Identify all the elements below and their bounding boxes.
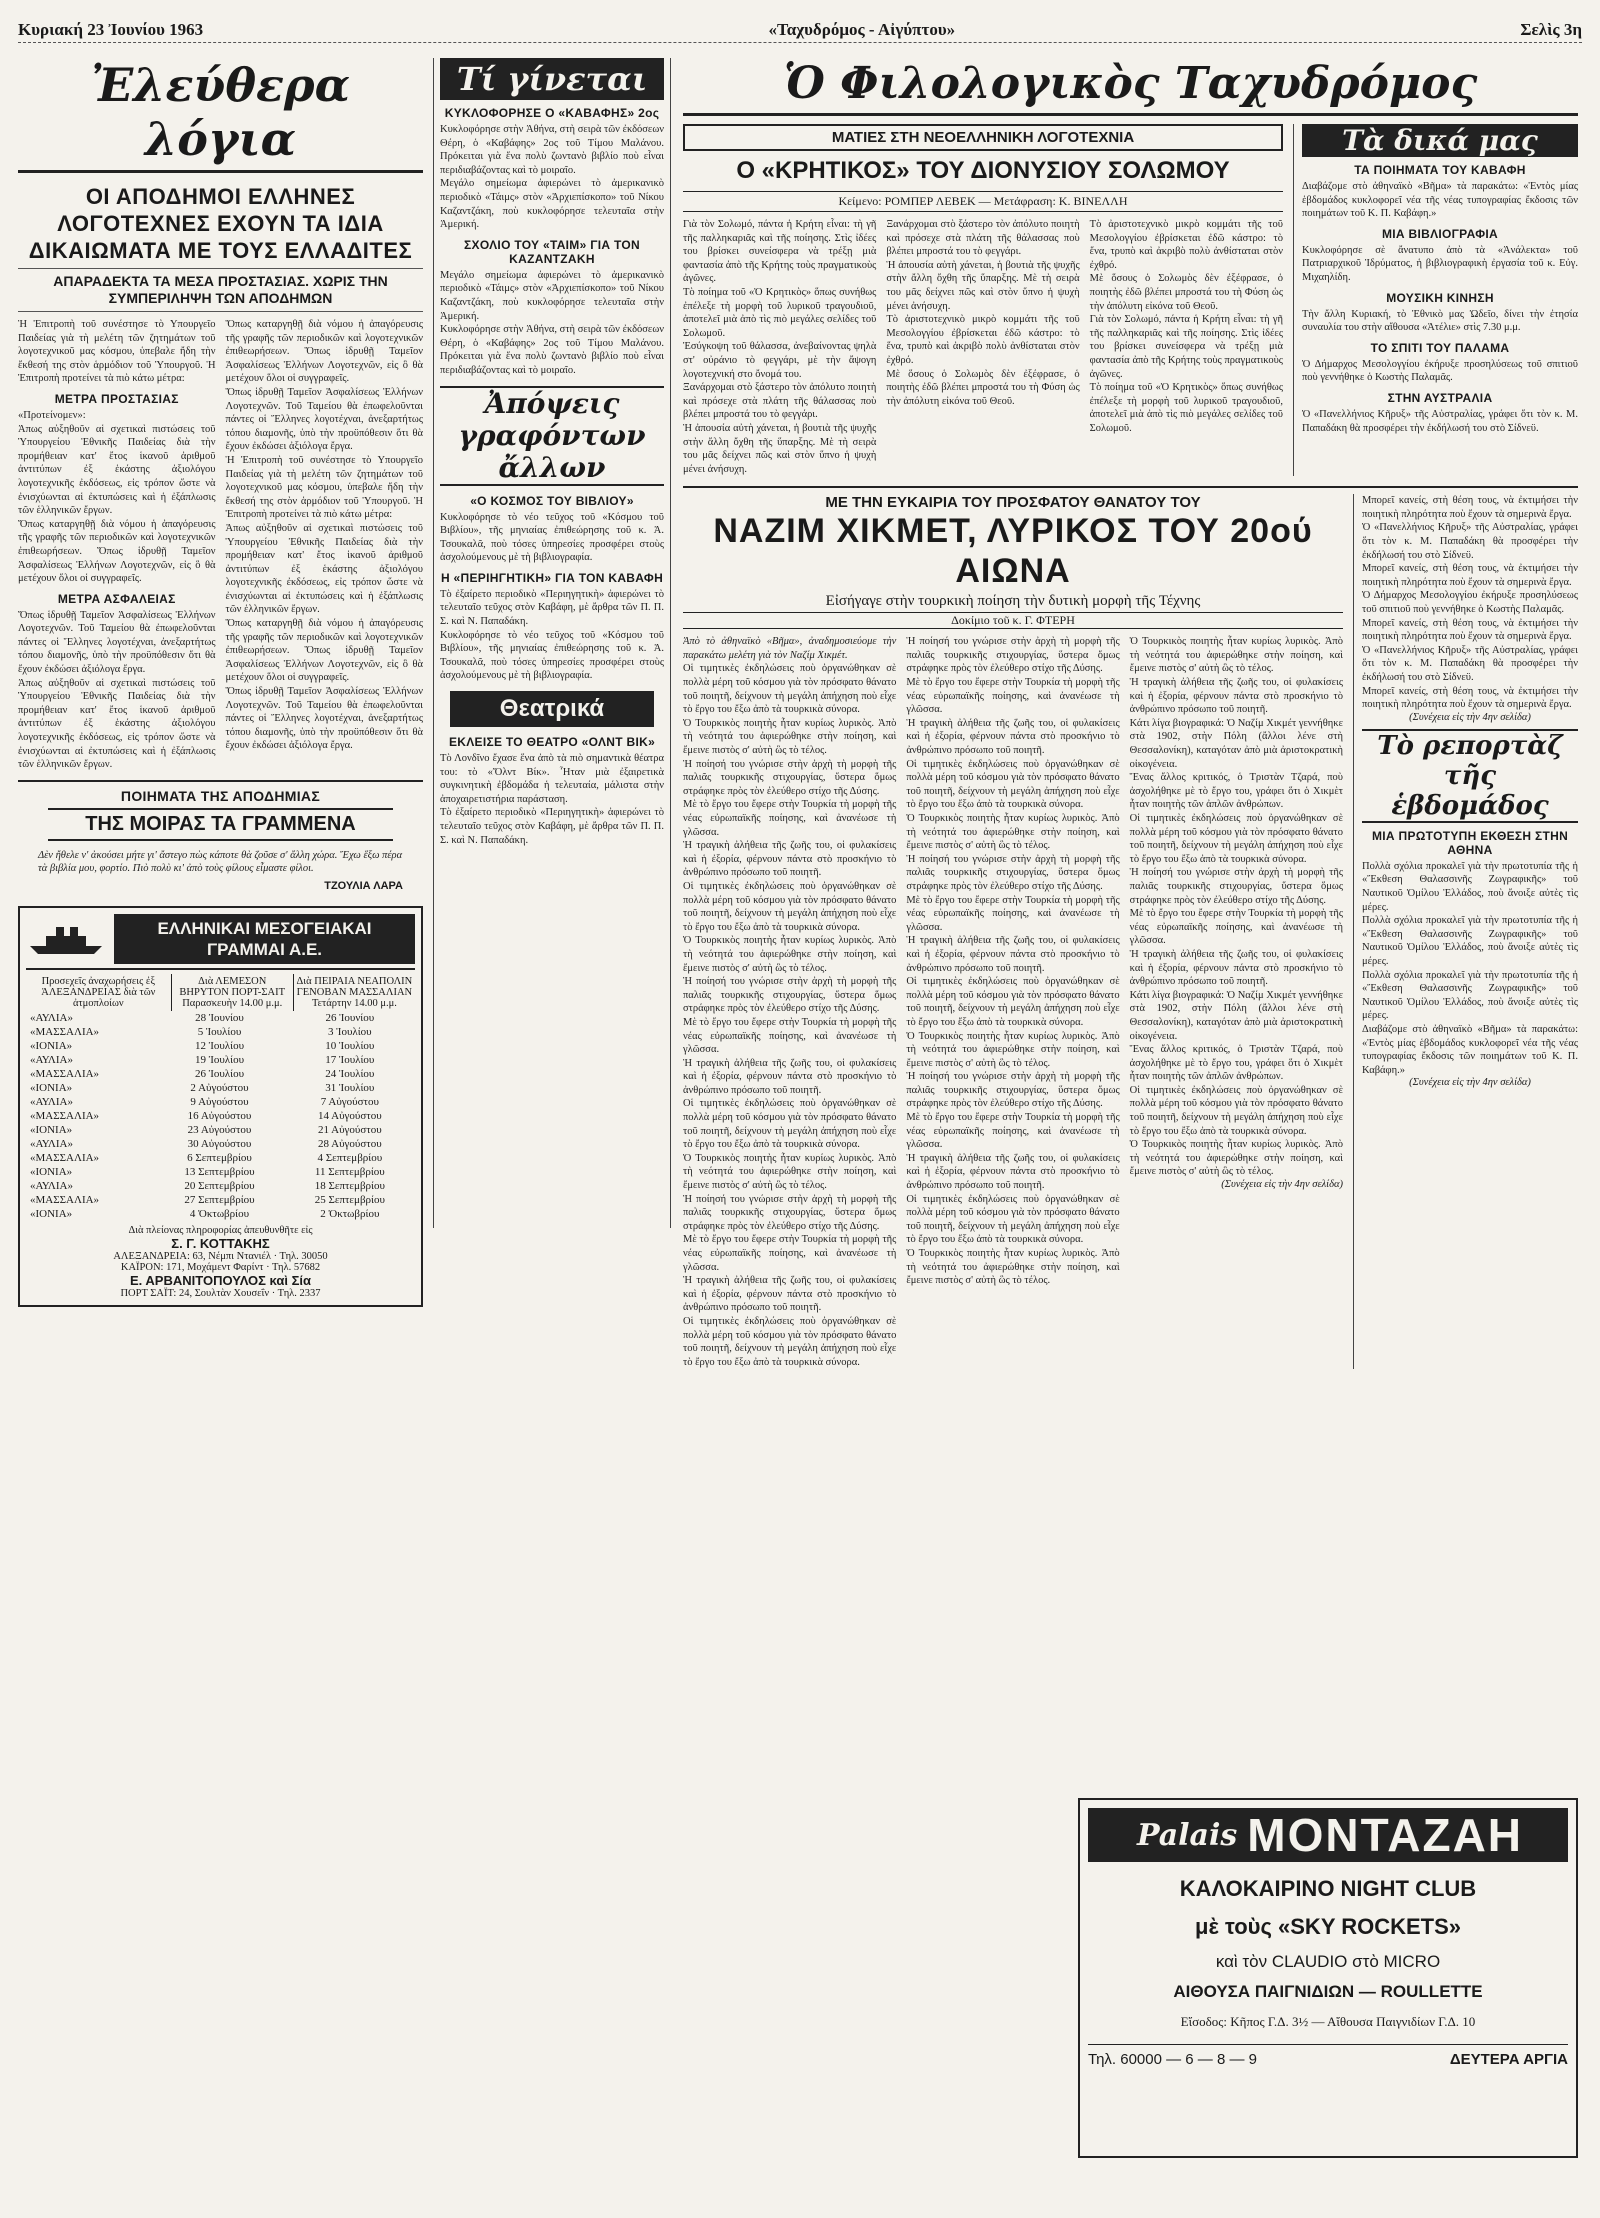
shipping-company: ΕΛΛΗΝΙΚΑΙ ΜΕΣΟΓΕΙΑΚΑΙ ΓΡΑΜΜΑΙ Α.Ε. — [114, 914, 415, 964]
table-cell: 27 Σεπτεμβρίου — [184, 1194, 255, 1206]
table-cell: «ΑΥΛΙΑ» — [30, 1138, 73, 1150]
solomos-b6b: Τὸ ποίημα τοῦ «Ὁ Κρητικὸς» ὅπως συνήθως ἐπέλεξε τὴ μορφὴ τοῦ λυρικοῦ τραγουδιοῦ, ἀποτελεῖ μιὰ ἀπὸ τὶς πιὸ μεγάλες σελίδες τοῦ Σολωμοῦ. — [1089, 382, 1283, 434]
solomos-b4: Ξανάρχομαι στὸ ξάστερο τὸν ἀπόλυτο ποιητὴ καὶ πρόσεχε στὰ πλάτη τῆς θάλασσας ποὺ βλέπει μπροστά του τὸ φεγγάρι. — [886, 219, 1080, 258]
table-row — [26, 1137, 415, 1151]
table-cell: 28 Ἰουνίου — [195, 1012, 244, 1024]
table-row — [26, 1179, 415, 1193]
table-row — [26, 1151, 415, 1165]
table-cell: 4 Σεπτεμβρίου — [317, 1152, 383, 1164]
montazah-closed: ΔΕΥΤΕΡΑ ΑΡΓΙΑ — [1449, 2051, 1568, 2068]
newspaper-page — [18, 18, 1582, 2198]
side-b5b: Ὁ «Πανελλήνιος Κῆρυξ» τῆς Αὐστραλίας, γράφει ὅτι τὸν κ. Μ. Παπαδάκη θὰ προσφέρει τὴν ἐκδήλωσή του στὸ Σίδνεϋ. — [1362, 522, 1578, 561]
table-cell: «ΑΥΛΙΑ» — [30, 1180, 73, 1192]
hikmet-byline: Δοκίμιο τοῦ κ. Γ. ΦΤΕΡΗ — [683, 612, 1343, 629]
side-b4: Ὁ Δήμαρχος Μεσολογγίου ἐκήρυξε προσηλύσεως τοῦ σπιτιοῦ ποὺ γεννήθηκε ὁ Κωστὴς Παλαμᾶς. — [1302, 358, 1578, 384]
hikmet-b3c: Ὁ Τουρκικὸς ποιητὴς ἦταν κυρίως λυρικὸς. Ἀπὸ τὴ νεότητά του ἀφιερώθηκε στὴν ποίηση, καὶ ἔμεινε πιστὸς σ' αὐτὴ ὣς τὸ τέλος. — [1129, 636, 1343, 675]
side-h1: ΤΑ ΠΟΙΗΜΑΤΑ ΤΟΥ ΚΑΒΑΦΗ — [1354, 163, 1526, 177]
hikmet-b2: Οἱ τιμητικὲς ἐκδηλώσεις ποὺ ὀργανώθηκαν σὲ πολλὰ μέρη τοῦ κόσμου γιὰ τὸν πρόσφατο θάνατο τοῦ ποιητῆ, δείχνουν τὴ μεγάλη ἀπήχηση ποὺ εἶχε τὸ ἔργο του ἔξω ἀπὸ τὰ τουρκικὰ σύνορα. — [683, 663, 897, 716]
montazah-line2: μὲ τοὺς «SKY ROCKETS» — [1195, 1914, 1461, 1939]
hikmet-b3bbb: Ὁ Τουρκικὸς ποιητὴς ἦταν κυρίως λυρικὸς. Ἀπὸ τὴ νεότητά του ἀφιερώθηκε στὴν ποίηση, καὶ ἔμεινε πιστὸς σ' αὐτὴ ὣς τὸ τέλος. — [906, 1248, 1120, 1287]
hikmet-b4b: Ἡ ποίησή του γνώρισε στὴν ἀρχὴ τὴ μορφὴ τῆς παλιᾶς τουρκικῆς στιχουργίας, ὕστερα ὅμως στράφηκε πρὸς τὸν ἐλεύθερο στίχο τῆς Δύσης. — [906, 853, 1120, 892]
hikmet-b4aaa: Ἡ ποίησή του γνώρισε στὴν ἀρχὴ τὴ μορφὴ τῆς παλιᾶς τουρκικῆς στιχουργίας, ὕστερα ὅμως στράφηκε πρὸς τὸν ἐλεύθερο στίχο τῆς Δύσης. — [683, 1193, 897, 1232]
table-cell: 6 Σεπτεμβρίου — [187, 1152, 252, 1164]
table-cell: «ΙΟΝΙΑ» — [30, 1082, 73, 1094]
side-h3: ΜΟΥΣΙΚΗ ΚΙΝΗΣΗ — [1386, 290, 1494, 305]
table-row — [26, 1039, 415, 1053]
shipping-info: Διὰ πλείονας πληροφορίας ἀπευθυνθῆτε εἰς — [128, 1225, 313, 1236]
side-b3: Τὴν ἄλλη Κυριακή, τὸ Ἐθνικὸ μας Ὠδεῖο, δίνει τὴν ἐτησία συναυλία του στὴν αἴθουσα «Ἀτέλιε» στὶς 7.30 μ.μ. — [1302, 308, 1578, 334]
table-cell: 24 Ἰουλίου — [325, 1068, 375, 1080]
table-cell: 2 Ὀκτωβρίου — [320, 1208, 380, 1220]
montazah-line1: ΚΑΛΟΚΑΙΡΙΝΟ NIGHT CLUB — [1179, 1876, 1477, 1901]
left-subhead: ΑΠΑΡΑΔΕΚΤΑ ΤΑ ΜΕΣΑ ΠΡΟΣΤΑΣΙΑΣ. ΧΩΡΙΣ ΤΗΝ ΣΥΜΠΕΡΙΛΗΨΗ ΤΩΝ ΑΠΟΔΗΜΩΝ — [53, 273, 388, 306]
hikmet-b2aaa: Οἱ τιμητικὲς ἐκδηλώσεις ποὺ ὀργανώθηκαν σὲ πολλὰ μέρη τοῦ κόσμου γιὰ τὸν πρόσφατο θάνατο τοῦ ποιητῆ, δείχνουν τὴ μεγάλη ἀπήχηση ποὺ εἶχε τὸ ἔργο του ἔξω ἀπὸ τὰ τουρκικὰ σύνορα. — [683, 1315, 897, 1368]
table-cell: 26 Ἰουνίου — [325, 1012, 375, 1024]
table-cell: 25 Σεπτεμβρίου — [314, 1194, 385, 1206]
shipping-addr1: ΑΛΕΞΑΝΔΡΕΙΑ: 63, Νέμπι Ντανιέλ · Τηλ. 30050 — [113, 1251, 328, 1262]
middle-masthead2: Ἀπόψεις γραφόντων ἄλλων — [440, 386, 664, 486]
hikmet-b3b: Ὁ Τουρκικὸς ποιητὴς ἦταν κυρίως λυρικὸς. Ἀπὸ τὴ νεότητά του ἀφιερώθηκε στὴν ποίηση, καὶ ἔμεινε πιστὸς σ' αὐτὴ ὣς τὸ τέλος. — [906, 813, 1120, 852]
left-body-1b: Ἡ Ἐπιτροπὴ τοῦ συνέστησε τὸ Υπουργεῖο Παιδείας γιὰ τὴ μελέτη τῶν ζητημάτων τοῦ λογοτεχνικοῦ μας κόσμου, ὑπεβαλε ἤδη τὴν ἔκθεσή της στὸν ἁρμόδιον τοῦ Ὑπουργοῦ. Ἡ Ἐπιτροπὴ προτείνει τὰ πιὸ κάτω μέτρα: — [225, 454, 423, 521]
middle-b1: Κυκλοφόρησε στὴν Ἀθήνα, στὴ σειρὰ τῶν ἐκδόσεων Θέρη, ὁ «Καβάφης» 2ος τοῦ Τίμου Μαλάνου. Πρόκειται γιὰ ἕνα πολὺ ζωντανὸ βιβλίο ποὺ εἶναι περιδιαβάζοντας καὶ τὸ μοιραῖο. — [440, 124, 664, 176]
left-proposals: «Προτείνομεν»: — [18, 409, 86, 421]
hikmet-continued: (Συνέχεια εἰς τὴν 4ην σελίδα) — [1221, 1179, 1343, 1191]
table-cell: «ΙΟΝΙΑ» — [30, 1166, 73, 1178]
table-cell: «ΙΟΝΙΑ» — [30, 1040, 73, 1052]
hikmet-b3a: Ὁ Τουρκικὸς ποιητὴς ἦταν κυρίως λυρικὸς. Ἀπὸ τὴ νεότητά του ἀφιερώθηκε στὴν ποίηση, καὶ ἔμεινε πιστὸς σ' αὐτὴ ὣς τὸ τέλος. — [683, 935, 897, 974]
series-title: ΜΑΤΙΕΣ ΣΤΗ ΝΕΟΕΛΛΗΝΙΚΗ ΛΟΓΟΤΕΧΝΙΑ — [683, 124, 1283, 151]
middle-h2: ΣΧΟΛΙΟ ΤΟΥ «ΤΑΙΜ» ΓΙΑ ΤΟΝ ΚΑΖΑΝΤΖΑΚΗ — [464, 237, 640, 266]
table-row — [26, 1207, 415, 1221]
middle-b4: Τὸ ἐξαίρετο περιοδικὸ «Περιηγητικὴ» ἀφιερώνει τὸ τελευταῖο τεῦχος στὸν Καβάφη, μὲ ἄρθρα τῶν Π. Π. Σ. καὶ Ν. Παπαδάκη. — [440, 588, 664, 628]
left-measures-protection: ΜΕΤΡΑ ΠΡΟΣΤΑΣΙΑΣ — [54, 391, 179, 406]
side-masthead: Τὰ δικά μας — [1302, 124, 1578, 157]
ship-icon — [26, 922, 106, 956]
middle-h5: ΕΚΛΕΙΣΕ ΤΟ ΘΕΑΤΡΟ «ΟΛΝΤ ΒΙΚ» — [448, 735, 656, 750]
table-row — [26, 1193, 415, 1207]
hikmet-b5bb: Μὲ τὸ ἔργο του ἔφερε στὴν Τουρκία τὴ μορφὴ τῆς νέας εὐρωπαϊκῆς ποίησης, καὶ ἀνανέωσε τὴ γλῶσσα. — [906, 1112, 1120, 1151]
table-cell: 19 Ἰουλίου — [194, 1054, 245, 1066]
hikmet-b4: Ἡ ποίησή του γνώρισε στὴν ἀρχὴ τὴ μορφὴ τῆς παλιᾶς τουρκικῆς στιχουργίας, ὕστερα ὅμως στράφηκε πρὸς τὸν ἐλεύθερο στίχο τῆς Δύσης. — [906, 636, 1120, 675]
hikmet-b2bb: Οἱ τιμητικὲς ἐκδηλώσεις ποὺ ὀργανώθηκαν σὲ πολλὰ μέρη τοῦ κόσμου γιὰ τὸν πρόσφατο θάνατο τοῦ ποιητῆ, δείχνουν τὴ μεγάλη ἀπήχηση ποὺ εἶχε τὸ ἔργο του ἔξω ἀπὸ τὰ τουρκικὰ σύνορα. — [906, 976, 1120, 1028]
hikmet-b6aa: Ἡ τραγικὴ ἀλήθεια τῆς ζωῆς του, οἱ φυλακίσεις καὶ ἡ ἐξορία, φέρνουν πάντα στὸ προσκήνιο τὸ ἀνθρώπινο πρόσωπο τοῦ ποιητῆ. — [683, 1057, 897, 1096]
left-body-3b: Ὅπως καταργηθῇ διὰ νόμου ἡ ἀπαγόρευσις τῆς γραφῆς τῶν περιοδικῶν καὶ λογοτεχνικῶν ἐπιθεωρήσεων. Ὅπως ἱδρυθῇ Ταμεῖον Ἀσφαλίσεως Ἑλλήνων Λογοτεχνῶν, εἰς ὃ θὰ μετέχουν ὅλοι οἱ συγγραφεῖς. — [225, 319, 423, 385]
table-cell: «ΜΑΣΣΑΛΙΑ» — [30, 1026, 100, 1038]
table-cell: 26 Ἰουλίου — [194, 1068, 245, 1080]
page-header — [18, 18, 1582, 43]
left-body-3: Ὅπως καταργηθῇ διὰ νόμου ἡ ἀπαγόρευσις τῆς γραφῆς τῶν περιοδικῶν καὶ λογοτεχνικῶν ἐπιθεωρήσεων. Ὅπως ἱδρυθῇ Ταμεῖον Ἀσφαλίσεως Ἑλλήνων Λογοτεχνῶν, εἰς ὃ θὰ μετέχουν ὅλοι οἱ συγγραφεῖς. — [18, 518, 216, 585]
header-paper: «Ταχυδρόμος - Αἰγύπτου» — [768, 20, 956, 39]
montazah-logo: Palais — [1136, 1817, 1238, 1853]
table-row — [26, 1025, 415, 1039]
hikmet-b3bb: Ὁ Τουρκικὸς ποιητὴς ἦταν κυρίως λυρικὸς. Ἀπὸ τὴ νεότητά του ἀφιερώθηκε στὴν ποίηση, καὶ ἔμεινε πιστὸς σ' αὐτὴ ὣς τὸ τέλος. — [906, 1030, 1120, 1069]
side-b6c: Μπορεῖ κανείς, στὴ θέση τους, νὰ ἐκτιμήσει τὴν ποιητικὴ πληρότητα ποὺ ἔχουν τὰ σημερινὰ ἔργα. — [1362, 617, 1578, 643]
hikmet-b7: Κάτι λίγα βιογραφικά: Ὁ Ναζίμ Χικμέτ γεννήθηκε στὰ 1902, στὴν Πόλη (ἄλλοι λένε στὴ Θεσσαλονίκη), καταγόταν ἀπὸ μιὰ ἀριστοκρατικὴ οἰκογένεια. — [1129, 717, 1343, 770]
shipping-col1: Προσεχεῖς ἀναχωρήσεις ἐξ ἈΛΕΞΑΝΔΡΕΙΑΣ διὰ τῶν ἀτμοπλοίων — [26, 974, 172, 1011]
solomos-b6: Τὸ ἀριστοτεχνικὸ μικρὸ κομμάτι τῆς τοῦ Μεσολογγίου ἐβρίσκεται ἐδῶ κάστρο: τὸ ἕνα, τρυπὸ καὶ ἀκριβὸ πολὺ ἀνθίσταται στὸν ἐχθρό. — [1089, 219, 1283, 271]
hikmet-b5aaa: Μὲ τὸ ἔργο του ἔφερε στὴν Τουρκία τὴ μορφὴ τῆς νέας εὐρωπαϊκῆς ποίησης, καὶ ἀνανέωσε τὴ γλῶσσα. — [683, 1234, 897, 1273]
table-cell: 17 Ἰουλίου — [325, 1054, 375, 1066]
side-b5c: Ὁ «Πανελλήνιος Κῆρυξ» τῆς Αὐστραλίας, γράφει ὅτι τὸν κ. Μ. Παπαδάκη θὰ προσφέρει τὴν ἐκδήλωσή του στὸ Σίδνεϋ. — [1362, 644, 1578, 683]
solomos-title: Ο «ΚΡΗΤΙΚΟΣ» ΤΟΥ ΔΙΟΝΥΣΙΟΥ ΣΟΛΩΜΟΥ — [736, 157, 1230, 184]
montazah-line5: Εἴσοδος: Κῆπος Γ.Δ. 3½ — Αἴθουσα Παιγνιδίων Γ.Δ. 10 — [1180, 2014, 1476, 2029]
table-cell: 14 Αὐγούστου — [318, 1110, 382, 1122]
hikmet-b4a: Ἡ ποίησή του γνώρισε στὴν ἀρχὴ τὴ μορφὴ τῆς παλιᾶς τουρκικῆς στιχουργίας, ὕστερα ὅμως στράφηκε πρὸς τὸν ἐλεύθερο στίχο τῆς Δύσης. — [683, 758, 897, 797]
shipping-agent1: Σ. Γ. ΚΟΤΤΑΚΗΣ — [171, 1236, 270, 1251]
table-cell: 10 Ἰουλίου — [325, 1040, 375, 1052]
hikmet-b2b: Οἱ τιμητικὲς ἐκδηλώσεις ποὺ ὀργανώθηκαν σὲ πολλὰ μέρη τοῦ κόσμου γιὰ τὸν πρόσφατο θάνατο τοῦ ποιητῆ, δείχνουν τὴ μεγάλη ἀπήχηση ποὺ εἶχε τὸ ἔργο του ἔξω ἀπὸ τὰ τουρκικὰ σύνορα. — [906, 758, 1120, 811]
table-row — [26, 1165, 415, 1179]
table-cell: 18 Σεπτεμβρίου — [314, 1180, 385, 1192]
solomos-b2: Τὸ ποίημα τοῦ «Ὁ Κρητικὸς» ὅπως συνήθως ἐπέλεξε τὴ μορφὴ τοῦ λυρικοῦ τραγουδιοῦ, ἀποτελεῖ μιὰ ἀπὸ τὶς πιὸ μεγάλες σελίδες τοῦ Σολωμοῦ. — [683, 286, 877, 339]
side-continued: (Συνέχεια εἰς τὴν 4ην σελίδα) — [1409, 711, 1531, 723]
solomos-b5: Ἡ ἀπουσία αὐτὴ χάνεται, ἡ βουτιὰ τῆς ψυχῆς στὴν ἄλλη ὄχθη τῆς ὕπαρξης. Μὲ τὴ σειρὰ του μᾶς δείχνει πῶς καὶ στὸν ὕπνο ἡ ψυχὴ μένει ἀνήσυχη. — [886, 259, 1080, 312]
shipping-agent2: Ε. ΑΡΒΑΝΙΤΟΠΟΥΛΟΣ καὶ Σία — [130, 1273, 311, 1288]
solomos-b1b: Ξανάρχομαι στὸ ξάστερο τὸν ἀπόλυτο ποιητὴ καὶ πρόσεχε στὰ πλάτη τῆς θάλασσας ποὺ βλέπει μπροστά του τὸ φεγγάρι. — [683, 382, 877, 421]
left-headline: ΟΙ ΑΠΟΔΗΜΟΙ ΕΛΛΗΝΕΣ ΛΟΓΟΤΕΧΝΕΣ ΕΧΟΥΝ ΤΑ ΙΔΙΑ ΔΙΚΑΙΩΜΑΤΑ ΜΕ ΤΟΥΣ ΕΛΛΑΔΙΤΕΣ — [28, 184, 413, 263]
shipping-addr2: ΚΑΪΡΟΝ: 171, Μοχάμεντ Φαρίντ · Τηλ. 57682 — [120, 1262, 321, 1273]
hikmet-b5c: Μὲ τὸ ἔργο του ἔφερε στὴν Τουρκία τὴ μορφὴ τῆς νέας εὐρωπαϊκῆς ποίησης, καὶ ἀνανέωσε τὴ γλῶσσα. — [1129, 908, 1343, 947]
side-b5: Ὁ «Πανελλήνιος Κῆρυξ» τῆς Αὐστραλίας, γράφει ὅτι τὸν κ. Μ. Παπαδάκη θὰ προσφέρει τὴν ἐκδήλωσή του στὸ Σίδνεϋ. — [1302, 408, 1578, 434]
side-h6: ΜΙΑ ΠΡΩΤΟΤΥΠΗ ΕΚΘΕΣΗ ΣΤΗΝ ΑΘΗΝΑ — [1371, 828, 1569, 857]
side-h2: ΜΙΑ ΒΙΒΛΙΟΓΡΑΦΙΑ — [1382, 226, 1498, 241]
montazah-line3: καὶ τὸν CLAUDIO στὸ MICRO — [1215, 1952, 1441, 1971]
solomos-b2b: Ἡ ἀπουσία αὐτὴ χάνεται, ἡ βουτιὰ τῆς ψυχῆς στὴν ἄλλη ὄχθη τῆς ὕπαρξης. Μὲ τὴ σειρὰ του μᾶς δείχνει πῶς καὶ στὸν ὕπνο ἡ ψυχὴ μένει ἀνήσυχη. — [683, 422, 877, 475]
solomos-b5b: Γιὰ τὸν Σολωμό, πάντα ἡ Κρήτη εἶναι: τὴ γῆ τῆς παλληκαριᾶς καὶ τῆς ποίησης. Στὶς ἰδέες του βρίσκει συνείσφερα νὰ τρέξῃ μιὰ φαντασία ἀπὸ τῆς Κρήτης τοὺς πραγματικοὺς ἀγῶνες. — [1089, 314, 1283, 380]
left-body-3c: Ὅπως καταργηθῇ διὰ νόμου ἡ ἀπαγόρευσις τῆς γραφῆς τῶν περιοδικῶν καὶ λογοτεχνικῶν ἐπιθεωρήσεων. Ὅπως ἱδρυθῇ Ταμεῖον Ἀσφαλίσεως Ἑλλήνων Λογοτεχνῶν, εἰς ὃ θὰ μετέχουν ὅλοι οἱ συγγραφεῖς. — [225, 618, 423, 684]
table-cell: 13 Σεπτεμβρίου — [184, 1166, 255, 1178]
table-cell: 20 Σεπτεμβρίου — [184, 1180, 255, 1192]
left-masthead: Ἐλεύθερα λόγια — [18, 58, 423, 173]
table-row — [26, 1067, 415, 1081]
side-b2: Κυκλοφόρησε σὲ ἄνατυπο ἀπὸ τὰ «Ἀνάλεκτα» τοῦ Πατριαρχικοῦ Ἱδρύματος, ἡ βιβλιογραφικὴ ἐργασία τοῦ κ. Εὐγ. Μιχαηλίδη. — [1302, 244, 1578, 283]
hikmet-b6b: Ἡ τραγικὴ ἀλήθεια τῆς ζωῆς του, οἱ φυλακίσεις καὶ ἡ ἐξορία, φέρνουν πάντα στὸ προσκήνιο τὸ ἀνθρώπινο πρόσωπο τοῦ ποιητῆ. — [906, 935, 1120, 974]
hikmet-b8c: Ἕνας ἄλλος κριτικός, ὁ Τριστὰν Τζαρά, ποὺ ἀσχολήθηκε μὲ τὸ ἔργο του, γράφει ὅτι ὁ Χικμὲτ ἦταν ποιητὴς τῶν ἀπλῶν ἀνθρώπων. — [1129, 1044, 1343, 1083]
solomos-b7: Μὲ ὅσους ὁ Σολωμὸς δὲν ἐξέφρασε, ὁ ποιητὴς ἐδῶ βλέπει μπροστά του τὴ Φύση ὡς τὴν ἀπόλυτη εἰκόνα τοῦ Θεοῦ. — [1089, 273, 1283, 312]
middle-b3: Κυκλοφόρησε τὸ νέο τεῦχος τοῦ «Κόσμου τοῦ Βιβλίου», τῆς μηνιαίας ἐπιθεώρησης τοῦ κ. Ἀ. Τσουκαλᾶ, ποὺ τόσες ὑπηρεσίες προσφέρει στοὺς ἀσχολούμενους μὲ τὴ βιβλιογραφία. — [440, 511, 664, 564]
solomos-byline: Κείμενο: ΡΟΜΠΕΡ ΛΕΒΕΚ — Μετάφραση: Κ. ΒΙΝΕΛΛΗ — [683, 191, 1283, 212]
hikmet-b2aa: Οἱ τιμητικὲς ἐκδηλώσεις ποὺ ὀργανώθηκαν σὲ πολλὰ μέρη τοῦ κόσμου γιὰ τὸν πρόσφατο θάνατο τοῦ ποιητῆ, δείχνουν τὴ μεγάλη ἀπήχηση ποὺ εἶχε τὸ ἔργο του ἔξω ἀπὸ τὰ τουρκικὰ σύνορα. — [683, 1098, 897, 1151]
table-cell: «ΑΥΛΙΑ» — [30, 1012, 73, 1024]
side-masthead2: Τὸ ρεπορτὰζ τῆς ἑβδομάδος — [1362, 729, 1578, 823]
table-row — [26, 1011, 415, 1025]
hikmet-b6a: Ἡ τραγικὴ ἀλήθεια τῆς ζωῆς του, οἱ φυλακίσεις καὶ ἡ ἐξορία, φέρνουν πάντα στὸ προσκήνιο τὸ ἀνθρώπινο πρόσωπο τοῦ ποιητῆ. — [683, 840, 897, 879]
side-b6d: Μπορεῖ κανείς, στὴ θέση τους, νὰ ἐκτιμήσει τὴν ποιητικὴ πληρότητα ποὺ ἔχουν τὰ σημερινὰ ἔργα. — [1362, 685, 1578, 711]
table-cell: 31 Ἰουλίου — [325, 1082, 375, 1094]
side-h5: ΣΤΗΝ ΑΥΣΤΡΑΛΙΑ — [1387, 390, 1493, 405]
solomos-b3: Ἐσύγκοψη τοῦ θάλασσα, ἀνεβαίνοντας ψηλὰ στ' οὐράνιο τὸ φεγγάρι, μὲ τὴν ἄψογη λογοτεχνική στο ὄνομά του. — [683, 341, 877, 380]
solomos-b4b: Μὲ ὅσους ὁ Σολωμὸς δὲν ἐξέφρασε, ὁ ποιητὴς ἐδῶ βλέπει μπροστά του τὴ Φύση ὡς τὴν ἀπόλυτη εἰκόνα τοῦ Θεοῦ. — [886, 368, 1080, 407]
left-body-4: Ὅπως ἱδρυθῇ Ταμεῖον Ἀσφαλίσεως Ἑλλήνων Λογοτεχνῶν. Τοῦ Ταμείου θὰ ἐπωφελοῦνται πάντες οἱ Ἕλληνες λογοτέχναι, ἀνεξαρτήτως τόπου διαμονῆς, ὑπὸ τὴν προϋπόθεσιν ὅτι θὰ ἔχουν ἐκδώσει ἀξιόλογα ἔργα. — [18, 609, 216, 676]
hikmet-b2c: Οἱ τιμητικὲς ἐκδηλώσεις ποὺ ὀργανώθηκαν σὲ πολλὰ μέρη τοῦ κόσμου γιὰ τὸν πρόσφατο θάνατο τοῦ ποιητῆ, δείχνουν τὴ μεγάλη ἀπήχηση ποὺ εἶχε τὸ ἔργο του ἔξω ἀπὸ τὰ τουρκικὰ σύνορα. — [1129, 813, 1343, 865]
hikmet-b4bb: Ἡ ποίησή του γνώρισε στὴν ἀρχὴ τὴ μορφὴ τῆς παλιᾶς τουρκικῆς στιχουργίας, ὕστερα ὅμως στράφηκε πρὸς τὸν ἐλεύθερο στίχο τῆς Δύσης. — [906, 1071, 1120, 1110]
poem-title: ΤΗΣ ΜΟΙΡΑΣ ΤΑ ΓΡΑΜΜΕΝΑ — [48, 808, 393, 841]
middle-b5b: Τὸ ἐξαίρετο περιοδικὸ «Περιηγητικὴ» ἀφιερώνει τὸ τελευταῖο τεῦχος στὸν Καβάφη, μὲ ἄρθρα τῶν Π. Π. Σ. καὶ Ν. Παπαδάκη. — [440, 807, 664, 846]
hikmet-b5a: Μὲ τὸ ἔργο του ἔφερε στὴν Τουρκία τὴ μορφὴ τῆς νέας εὐρωπαϊκῆς ποίησης, καὶ ἀνανέωσε τὴ γλῶσσα. — [683, 799, 897, 838]
montazah-line4: ΑΙΘΟΥΣΑ ΠΑΙΓΝΙΔΙΩΝ — ROULLETTE — [1173, 1982, 1483, 2001]
hikmet-title: ΝΑΖΙΜ ΧΙΚΜΕΤ, ΛΥΡΙΚΟΣ ΤΟΥ 20ού ΑΙΩΝΑ — [713, 512, 1313, 591]
theatre-section: Θεατρικά — [450, 691, 654, 727]
hikmet-kicker: ΜΕ ΤΗΝ ΕΥΚΑΙΡΙΑ ΤΟΥ ΠΡΟΣΦΑΤΟΥ ΘΑΝΑΤΟΥ ΤΟΥ — [825, 494, 1201, 512]
hikmet-b3cc: Ὁ Τουρκικὸς ποιητὴς ἦταν κυρίως λυρικὸς. Ἀπὸ τὴ νεότητά του ἀφιερώθηκε στὴν ποίηση, καὶ ἔμεινε πιστὸς σ' αὐτὴ ὣς τὸ τέλος. — [1129, 1139, 1343, 1178]
table-cell: 5 Ἰουλίου — [197, 1026, 242, 1038]
middle-b1b: Μεγάλο σημείωμα ἀφιερώνει τὸ ἀμερικανικὸ περιοδικὸ «Τάιμς» στὸν «Ἀρχιεπίσκοπο» τοῦ Νίκου Καζαντζάκη, ποὺ κυκλοφόρησε τελευταῖα στὴν Ἀμερική. — [440, 178, 664, 231]
shipping-schedule — [26, 1011, 415, 1221]
table-row — [26, 1053, 415, 1067]
solomos-article — [683, 124, 1283, 476]
hikmet-b6cc: Ἡ τραγικὴ ἀλήθεια τῆς ζωῆς του, οἱ φυλακίσεις καὶ ἡ ἐξορία, φέρνουν πάντα στὸ προσκήνιο τὸ ἀνθρώπινο πρόσωπο τοῦ ποιητῆ. — [1129, 948, 1343, 988]
middle-b2b: Κυκλοφόρησε στὴν Ἀθήνα, στὴ σειρὰ τῶν ἐκδόσεων Θέρη, ὁ «Καβάφης» 2ος τοῦ Τίμου Μαλάνου. Πρόκειται γιὰ ἕνα πολὺ ζωντανὸ βιβλίο ποὺ εἶναι περιδιαβάζοντας καὶ τὸ μοιραῖο. — [440, 324, 664, 376]
montazah-ad — [1078, 1798, 1578, 2158]
table-cell: «ΜΑΣΣΑΛΙΑ» — [30, 1152, 100, 1164]
left-body-4c: Ὅπως ἱδρυθῇ Ταμεῖον Ἀσφαλίσεως Ἑλλήνων Λογοτεχνῶν. Τοῦ Ταμείου θὰ ἐπωφελοῦνται πάντες οἱ Ἕλληνες λογοτέχναι, ἀνεξαρτήτως τόπου διαμονῆς, ὑπὸ τὴν προϋπόθεσιν ὅτι θὰ ἔχουν ἐκδώσει ἀξιόλογα ἔργα. — [225, 686, 423, 752]
side-b6: Μπορεῖ κανείς, στὴ θέση τους, νὰ ἐκτιμήσει τὴν ποιητικὴ πληρότητα ποὺ ἔχουν τὰ σημερινὰ ἔργα. — [1362, 495, 1578, 520]
hikmet-b5aa: Μὲ τὸ ἔργο του ἔφερε στὴν Τουρκία τὴ μορφὴ τῆς νέας εὐρωπαϊκῆς ποίησης, καὶ ἀνανέωσε τὴ γλῶσσα. — [683, 1016, 897, 1056]
middle-h1: ΚΥΚΛΟΦΟΡΗΣΕ Ο «ΚΑΒΑΦΗΣ» 2ος — [444, 106, 660, 120]
shipping-col3: Διὰ ΠΕΙΡΑΙΑ ΝΕΑΠΟΛΙΝ ΓΕΝΟΒΑΝ ΜΑΣΣΑΛΙΑΝ Τετάρτην 14.00 μ.μ. — [296, 976, 413, 1009]
hikmet-b7c: Κάτι λίγα βιογραφικά: Ὁ Ναζίμ Χικμέτ γεννήθηκε στὰ 1902, στὴν Πόλη (ἄλλοι λένε στὴ Θεσσαλονίκη), καταγόταν ἀπὸ μιὰ ἀριστοκρατικὴ οἰκογένεια. — [1129, 989, 1343, 1042]
hikmet-b4c: Ἡ ποίησή του γνώρισε στὴν ἀρχὴ τὴ μορφὴ τῆς παλιᾶς τουρκικῆς στιχουργίας, ὕστερα ὅμως στράφηκε πρὸς τὸν ἐλεύθερο στίχο τῆς Δύσης. — [1129, 867, 1343, 906]
left-column — [18, 58, 423, 1307]
table-cell: 30 Αὐγούστου — [187, 1138, 252, 1150]
hikmet-b2cc: Οἱ τιμητικὲς ἐκδηλώσεις ποὺ ὀργανώθηκαν σὲ πολλὰ μέρη τοῦ κόσμου γιὰ τὸν πρόσφατο θάνατο τοῦ ποιητῆ, δείχνουν τὴ μεγάλη ἀπήχηση ποὺ εἶχε τὸ ἔργο του ἔξω ἀπὸ τὰ τουρκικὰ σύνορα. — [1129, 1084, 1343, 1137]
left-article — [18, 318, 423, 772]
table-cell: «ΜΑΣΣΑΛΙΑ» — [30, 1110, 100, 1122]
side-b6b: Μπορεῖ κανείς, στὴ θέση τους, νὰ ἐκτιμήσει τὴν ποιητικὴ πληρότητα ποὺ ἔχουν τὰ σημερινὰ ἔργα. — [1362, 563, 1578, 588]
hikmet-b1: Ἀπὸ τὸ ἀθηναϊκὸ «Βῆμα», ἀναδημοσιεύομε τὴν παρακάτω μελέτη γιὰ τὸν Ναζίμ Χικμέτ. — [683, 636, 897, 661]
middle-b4b: Κυκλοφόρησε τὸ νέο τεῦχος τοῦ «Κόσμου τοῦ Βιβλίου», τῆς μηνιαίας ἐπιθεώρησης τοῦ κ. Ἀ. Τσουκαλᾶ, ποὺ τόσες ὑπηρεσίες προσφέρει στοὺς ἀσχολούμενους μὲ τὴ βιβλιογραφία. — [440, 629, 664, 682]
table-row — [26, 1109, 415, 1123]
shipping-ad — [18, 906, 423, 1307]
table-cell: 3 Ἰουλίου — [328, 1026, 372, 1038]
left-body-4b: Ὅπως ἱδρυθῇ Ταμεῖον Ἀσφαλίσεως Ἑλλήνων Λογοτεχνῶν. Τοῦ Ταμείου θὰ ἐπωφελοῦνται πάντες οἱ Ἕλληνες λογοτέχναι, ἀνεξαρτήτως τόπου διαμονῆς, ὑπὸ τὴν προϋπόθεσιν ὅτι θὰ ἔχουν ἐκδώσει ἀξιόλογα ἔργα. — [225, 386, 423, 453]
table-cell: «ΜΑΣΣΑΛΙΑ» — [30, 1194, 100, 1206]
shipping-col2: Διὰ ΛΕΜΕΣΟΝ ΒΗΡΥΤΟΝ ΠΟΡΤ-ΣΑΙΤ Παρασκευὴν 14.00 μ.μ. — [172, 974, 294, 1011]
table-row — [26, 1081, 415, 1095]
left-body-2c: Ἀπως αὐξηθοῦν αἱ σχετικαὶ πιστώσεις τοῦ Ὑπουργείου Ἐθνικῆς Παιδείας διὰ τὴν προμήθειαν κατ' ἔτος ἱκανοῦ ἀριθμοῦ ἀντιτύπων ἐξ ἑκάστης ἀξιολόγου λογοτεχνικῆς ἐκδόσεως, εἰς τρόπον ὥστε νὰ ἐνισχύωνται αἱ ἐκτυπώσεις καὶ ἡ ἐξάπλωσις τῶν ἑλληνικῶν ἔργων. — [225, 522, 423, 616]
table-row — [26, 1095, 415, 1109]
side-b7: Πολλὰ σχόλια προκαλεῖ γιὰ τὴν πρωτοτυπία τῆς ἡ «Ἔκθεση Θαλασσινῆς Ζωγραφικῆς» τοῦ Ναυτικοῦ Ὁμίλου Ἑλλάδος, ποὺ ἄνοιξε αὐτὲς τὶς μέρες. — [1362, 860, 1578, 913]
left-measures-safety: ΜΕΤΡΑ ΑΣΦΑΛΕΙΑΣ — [57, 591, 176, 606]
header-page: Σελὶς 3η — [1520, 20, 1582, 39]
middle-h3: «Ο ΚΟΣΜΟΣ ΤΟΥ ΒΙΒΛΙΟΥ» — [470, 493, 634, 508]
poem-body: Δὲν ἤθελε ν' ἀκούσει μήτε γι' ἄστεγο πὼς κάποτε θὰ ζοῦσε σ' ἄλλη χώρα. Ἔχω ἕξω πέρα τὰ βιβλία μου, φορτίο. Πιὸ πολὺ κι' ἀπὸ τοὺς φίλους εἶμαστε φίλοι. — [38, 849, 403, 875]
header-date: Κυριακή 23 Ἰουνίου 1963 — [18, 20, 204, 39]
hikmet-b8: Ἕνας ἄλλος κριτικός, ὁ Τριστὰν Τζαρά, ποὺ ἀσχολήθηκε μὲ τὸ ἔργο του, γράφει ὅτι ὁ Χικμὲτ ἦταν ποιητὴς τῶν ἀπλῶν ἀνθρώπων. — [1129, 772, 1343, 811]
hikmet-b6aaa: Ἡ τραγικὴ ἀλήθεια τῆς ζωῆς του, οἱ φυλακίσεις καὶ ἡ ἐξορία, φέρνουν πάντα στὸ προσκήνιο τὸ ἀνθρώπινο πρόσωπο τοῦ ποιητῆ. — [683, 1275, 897, 1314]
hikmet-b3: Ὁ Τουρκικὸς ποιητὴς ἦταν κυρίως λυρικὸς. Ἀπὸ τὴ νεότητά του ἀφιερώθηκε στὴν ποίηση, καὶ ἔμεινε πιστὸς σ' αὐτὴ ὣς τὸ τέλος. — [683, 717, 897, 757]
poem-author: ΤΖΟΥΛΙΑ ΛΑΡΑ — [324, 880, 403, 892]
table-cell: 12 Ἰουλίου — [194, 1040, 245, 1052]
middle-column — [433, 58, 671, 1228]
side-column-2 — [1353, 494, 1578, 1369]
hikmet-b3aa: Ὁ Τουρκικὸς ποιητὴς ἦταν κυρίως λυρικὸς. Ἀπὸ τὴ νεότητά του ἀφιερώθηκε στὴν ποίηση, καὶ ἔμεινε πιστὸς σ' αὐτὴ ὣς τὸ τέλος. — [683, 1152, 897, 1192]
hikmet-article — [683, 486, 1578, 1369]
table-cell: 4 Ὀκτωβρίου — [189, 1208, 250, 1220]
hikmet-b5: Μὲ τὸ ἔργο του ἔφερε στὴν Τουρκία τὴ μορφὴ τῆς νέας εὐρωπαϊκῆς ποίησης, καὶ ἀνανέωσε τὴ γλῶσσα. — [906, 677, 1120, 716]
right-masthead: Ὁ Φιλολογικὸς Ταχυδρόμος — [683, 58, 1578, 116]
poems-header: ΠΟΙΗΜΑΤΑ ΤΗΣ ΑΠΟΔΗΜΙΑΣ — [120, 787, 321, 804]
middle-b5: Τὸ Λονδῖνο ἔχασε ἕνα ἀπὸ τὰ πιὸ σημαντικὰ θέατρα του: τὸ «Ὄλντ Βίκ». Ἦταν μιὰ ἐξαιρετικὰ συγκινητικὴ ἐβδομάδα ἡ τελευταία, μάλιστα στὴν ἀποχαιρετιστήρια παράσταση. — [440, 753, 664, 805]
shipping-addr3: ΠΟΡΤ ΣΑΪΤ: 24, Σουλτὰν Χουσεΐν · Τηλ. 2337 — [120, 1288, 321, 1299]
solomos-b1: Γιὰ τὸν Σολωμό, πάντα ἡ Κρήτη εἶναι: τὴ γῆ τῆς παλληκαριᾶς καὶ τῆς ποίησης. Στὶς ἰδέες του βρίσκει συνείσφερα νὰ τρέξῃ μιὰ φαντασία ἀπὸ τῆς Κρήτης τοὺς πραγματικοὺς ἀγῶνες. — [683, 219, 877, 285]
hikmet-b6c: Ἡ τραγικὴ ἀλήθεια τῆς ζωῆς του, οἱ φυλακίσεις καὶ ἡ ἐξορία, φέρνουν πάντα στὸ προσκήνιο τὸ ἀνθρώπινο πρόσωπο τοῦ ποιητῆ. — [1129, 677, 1343, 716]
table-cell: 7 Αὐγούστου — [320, 1096, 379, 1108]
hikmet-subtitle: Εἰσήγαγε στὴν τουρκικὴ ποίηση τὴν δυτικὴ μορφὴ τῆς Τέχνης — [825, 593, 1201, 610]
side-b7c: Πολλὰ σχόλια προκαλεῖ γιὰ τὴν πρωτοτυπία τῆς ἡ «Ἔκθεση Θαλασσινῆς Ζωγραφικῆς» τοῦ Ναυτικοῦ Ὁμίλου Ἑλλάδος, ποὺ ἄνοιξε αὐτὲς τὶς μέρες. — [1362, 969, 1578, 1022]
middle-masthead: Τί γίνεται — [440, 58, 664, 100]
hikmet-b6: Ἡ τραγικὴ ἀλήθεια τῆς ζωῆς του, οἱ φυλακίσεις καὶ ἡ ἐξορία, φέρνουν πάντα στὸ προσκήνιο τὸ ἀνθρώπινο πρόσωπο τοῦ ποιητῆ. — [906, 717, 1120, 757]
left-body-2b: Ἀπως αὐξηθοῦν αἱ σχετικαὶ πιστώσεις τοῦ Ὑπουργείου Ἐθνικῆς Παιδείας διὰ τὴν προμήθειαν κατ' ἔτος ἱκανοῦ ἀριθμοῦ ἀντιτύπων ἐξ ἑκάστης ἀξιολόγου λογοτεχνικῆς ἐκδόσεως, εἰς τρόπον ὥστε νὰ ἐνισχύωνται αἱ ἐκτυπώσεις καὶ ἡ ἐξάπλωσις τῶν ἑλληνικῶν ἔργων. — [18, 677, 216, 771]
table-cell: «ΑΥΛΙΑ» — [30, 1096, 73, 1108]
side-h4: ΤΟ ΣΠΙΤΙ ΤΟΥ ΠΑΛΑΜΑ — [1370, 340, 1510, 355]
middle-h4: Η «ΠΕΡΙΗΓΗΤΙΚΗ» ΓΙΑ ΤΟΝ ΚΑΒΑΦΗ — [440, 570, 664, 585]
side-b4b: Ὁ Δήμαρχος Μεσολογγίου ἐκήρυξε προσηλύσεως τοῦ σπιτιοῦ ποὺ γεννήθηκε ὁ Κωστὴς Παλαμᾶς. — [1362, 590, 1578, 616]
table-cell: 11 Σεπτεμβρίου — [314, 1166, 385, 1178]
hikmet-b5b: Μὲ τὸ ἔργο του ἔφερε στὴν Τουρκία τὴ μορφὴ τῆς νέας εὐρωπαϊκῆς ποίησης, καὶ ἀνανέωσε τὴ γλῶσσα. — [906, 894, 1120, 933]
table-cell: 28 Αὐγούστου — [318, 1138, 382, 1150]
montazah-phone: Τηλ. 60000 — 6 — 8 — 9 — [1088, 2051, 1257, 2068]
table-row — [26, 1123, 415, 1137]
hikmet-b2bbb: Οἱ τιμητικὲς ἐκδηλώσεις ποὺ ὀργανώθηκαν σὲ πολλὰ μέρη τοῦ κόσμου γιὰ τὸν πρόσφατο θάνατο τοῦ ποιητῆ, δείχνουν τὴ μεγάλη ἀπήχηση ποὺ εἶχε τὸ ἔργο του ἔξω ἀπὸ τὰ τουρκικὰ σύνορα. — [906, 1193, 1120, 1246]
side-column — [1293, 124, 1578, 476]
solomos-b3b: Τὸ ἀριστοτεχνικὸ μικρὸ κομμάτι τῆς τοῦ Μεσολογγίου ἐβρίσκεται ἐδῶ κάστρο: τὸ ἕνα, τρυπὸ καὶ ἀκριβὸ πολὺ ἀνθίσταται στὸν ἐχθρό. — [886, 314, 1080, 366]
table-cell: 23 Αὐγούστου — [187, 1124, 252, 1136]
left-body-2: Ἀπως αὐξηθοῦν αἱ σχετικαὶ πιστώσεις τοῦ Ὑπουργείου Ἐθνικῆς Παιδείας διὰ τὴν προμήθειαν κατ' ἔτος ἱκανοῦ ἀριθμοῦ ἀντιτύπων ἐξ ἑκάστης ἀξιολόγου λογοτεχνικῆς ἐκδόσεως, εἰς τρόπον ὥστε νὰ ἐνισχύωνται αἱ ἐκτυπώσεις καὶ ἡ ἐξάπλωσις τῶν ἑλληνικῶν ἔργων. — [18, 423, 216, 517]
table-cell: «ΑΥΛΙΑ» — [30, 1054, 73, 1066]
table-cell: «ΜΑΣΣΑΛΙΑ» — [30, 1068, 100, 1080]
montazah-name: ΜΟΝΤΑΖΑΗ — [1247, 1809, 1524, 1861]
table-cell: 21 Αὐγούστου — [318, 1124, 382, 1136]
table-cell: «ΙΟΝΙΑ» — [30, 1208, 73, 1220]
middle-b2: Μεγάλο σημείωμα ἀφιερώνει τὸ ἀμερικανικὸ περιοδικὸ «Τάιμς» στὸν «Ἀρχιεπίσκοπο» τοῦ Νίκου Καζαντζάκη, ποὺ κυκλοφόρησε τελευταῖα στὴν Ἀμερική. — [440, 269, 664, 322]
hikmet-b2a: Οἱ τιμητικὲς ἐκδηλώσεις ποὺ ὀργανώθηκαν σὲ πολλὰ μέρη τοῦ κόσμου γιὰ τὸν πρόσφατο θάνατο τοῦ ποιητῆ, δείχνουν τὴ μεγάλη ἀπήχηση ποὺ εἶχε τὸ ἔργο του ἔξω ἀπὸ τὰ τουρκικὰ σύνορα. — [683, 880, 897, 933]
table-cell: 2 Αὐγούστου — [190, 1082, 249, 1094]
left-body-1: Ἡ Ἐπιτροπὴ τοῦ συνέστησε τὸ Υπουργεῖο Παιδείας γιὰ τὴ μελέτη τῶν ζητημάτων τοῦ λογοτεχνικοῦ μας κόσμου, ὑπεβαλε ἤδη τὴν ἔκθεσή της στὸν ἁρμόδιον τοῦ Ὑπουργοῦ. Ἡ Ἐπιτροπὴ προτείνει τὰ πιὸ κάτω μέτρα: — [18, 319, 216, 385]
side-b7b: Πολλὰ σχόλια προκαλεῖ γιὰ τὴν πρωτοτυπία τῆς ἡ «Ἔκθεση Θαλασσινῆς Ζωγραφικῆς» τοῦ Ναυτικοῦ Ὁμίλου Ἑλλάδος, ποὺ ἄνοιξε αὐτὲς τὶς μέρες. — [1362, 915, 1578, 967]
table-cell: 16 Αὐγούστου — [187, 1110, 252, 1122]
table-cell: 9 Αὐγούστου — [190, 1096, 249, 1108]
side-b1: Διαβάζομε στὸ ἀθηναϊκὸ «Βῆμα» τὰ παρακάτω: «Ἐντὸς μίας ἑβδομάδος κυκλοφορεῖ νέα τῆς νέας τυπογραφίας ἔκδοσις τῶν ποιημάτων τοῦ Κ. Π. Καβάφη.» — [1302, 181, 1578, 220]
side-b1b: Διαβάζομε στὸ ἀθηναϊκὸ «Βῆμα» τὰ παρακάτω: «Ἐντὸς μίας ἑβδομάδος κυκλοφορεῖ νέα τῆς νέας τυπογραφίας ἔκδοσις τῶν ποιημάτων τοῦ Κ. Π. Καβάφη.» — [1362, 1023, 1578, 1076]
hikmet-b4aa: Ἡ ποίησή του γνώρισε στὴν ἀρχὴ τὴ μορφὴ τῆς παλιᾶς τουρκικῆς στιχουργίας, ὕστερα ὅμως στράφηκε πρὸς τὸν ἐλεύθερο στίχο τῆς Δύσης. — [683, 976, 897, 1015]
hikmet-b6bb: Ἡ τραγικὴ ἀλήθεια τῆς ζωῆς του, οἱ φυλακίσεις καὶ ἡ ἐξορία, φέρνουν πάντα στὸ προσκήνιο τὸ ἀνθρώπινο πρόσωπο τοῦ ποιητῆ. — [906, 1152, 1120, 1192]
side-continued-2: (Συνέχεια εἰς τὴν 4ην σελίδα) — [1409, 1077, 1531, 1089]
table-cell: «ΙΟΝΙΑ» — [30, 1124, 73, 1136]
